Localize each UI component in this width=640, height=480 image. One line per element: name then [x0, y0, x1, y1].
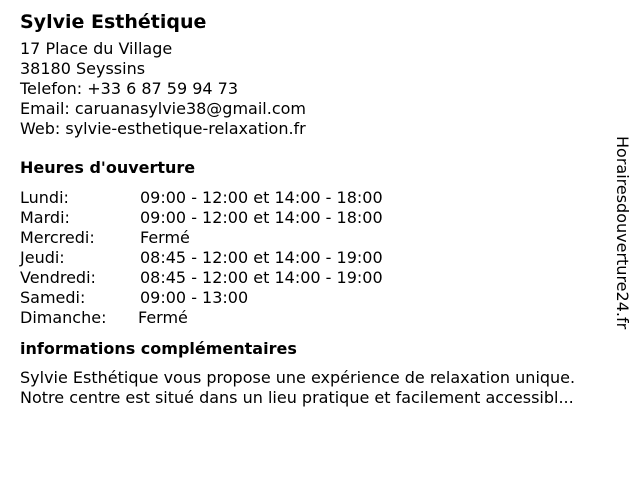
- hours-time-value: Fermé: [138, 308, 188, 327]
- hours-time-value: 09:00 - 12:00 et 14:00 - 18:00: [140, 188, 383, 207]
- hours-row-sunday: [20, 308, 620, 328]
- additional-info-heading: informations complémentaires: [20, 339, 297, 358]
- hours-day-label: Dimanche:: [20, 308, 107, 327]
- address-street: 17 Place du Village: [20, 39, 173, 58]
- opening-hours-heading: Heures d'ouverture: [20, 158, 196, 177]
- business-card: [20, 8, 620, 408]
- business-name: Sylvie Esthétique: [20, 11, 207, 33]
- hours-day-label: Lundi:: [20, 188, 69, 207]
- hours-time-value: 08:45 - 12:00 et 14:00 - 19:00: [140, 268, 383, 287]
- hours-row-tuesday: [20, 208, 620, 228]
- hours-time-value: 09:00 - 12:00 et 14:00 - 18:00: [140, 208, 383, 227]
- hours-time-value: 08:45 - 12:00 et 14:00 - 19:00: [140, 248, 383, 267]
- site-watermark: Horairesdouverture24.fr: [613, 136, 632, 330]
- hours-day-label: Jeudi:: [20, 248, 65, 267]
- hours-time-value: 09:00 - 13:00: [140, 288, 249, 307]
- hours-row-friday: [20, 268, 620, 288]
- hours-day-label: Mardi:: [20, 208, 70, 227]
- email-line: Email: caruanasylvie38@gmail.com: [20, 99, 306, 118]
- hours-row-monday: [20, 188, 620, 208]
- hours-row-wednesday: [20, 228, 620, 248]
- hours-row-thursday: [20, 248, 620, 268]
- hours-row-saturday: [20, 288, 620, 308]
- description-line-2: Notre centre est situé dans un lieu pratique et facilement accessibl...: [20, 388, 574, 407]
- hours-day-label: Samedi:: [20, 288, 86, 307]
- hours-day-label: Vendredi:: [20, 268, 96, 287]
- opening-hours-list: [20, 188, 620, 328]
- hours-day-label: Mercredi:: [20, 228, 95, 247]
- phone-line: Telefon: +33 6 87 59 94 73: [20, 79, 239, 98]
- web-line: Web: sylvie-esthetique-relaxation.fr: [20, 119, 306, 138]
- hours-time-value: Fermé: [140, 228, 190, 247]
- address-city: 38180 Seyssins: [20, 59, 146, 78]
- description-line-1: Sylvie Esthétique vous propose une expérience de relaxation unique.: [20, 368, 576, 387]
